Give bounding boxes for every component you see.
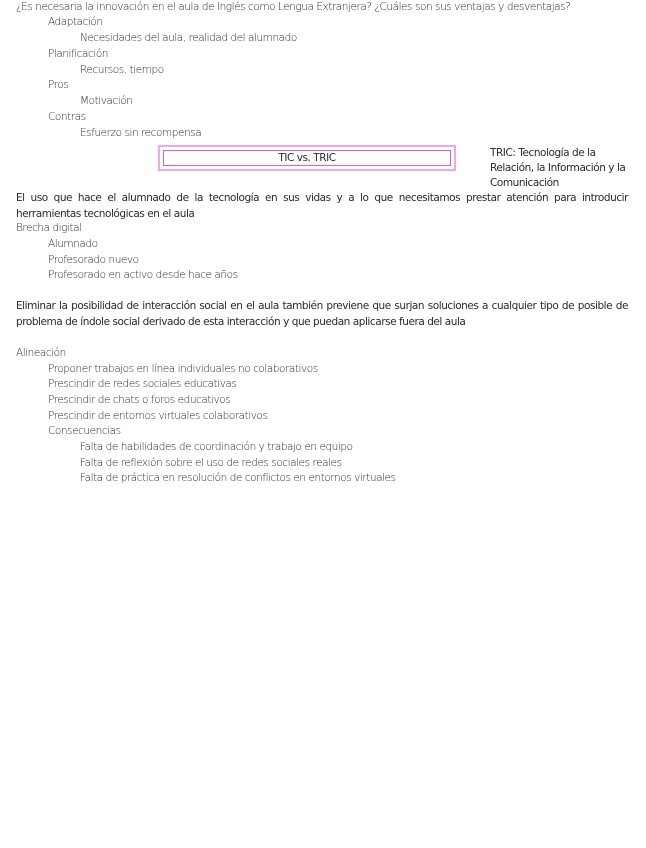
outline-item-alineacion: Alineación [16,347,66,359]
outline-item-alumnado: Alumnado [48,238,98,250]
outline-item-profesorado-nuevo: Profesorado nuevo [48,254,139,266]
paragraph-social-interaction: Eliminar la posibilidad de interacción social en el aula también previene que surjan soluciones a cualquier tipo de posible de problema de índole social derivado de esta interacción y que puedan aplicarse fuera del aula [16,300,628,328]
outline-item-motivacion: Motivación [80,95,133,107]
outline-item-sin-entornos-virtuales: Prescindir de entornos virtuales colaborativos [48,410,268,422]
outline-item-necesidades: Necesidades del aula, realidad del alumnado [80,32,297,44]
outline-item-brecha-digital: Brecha digital [16,222,82,234]
outline-item-recursos: Recursos, tiempo [80,64,164,76]
outline-item-adaptacion: Adaptación [48,16,103,28]
tric-definition-note: TRIC: Tecnología de la Relación, la Información y la Comunicación [490,147,626,189]
outline-item-planificacion: Planificación [48,48,108,60]
tic-vs-tric-box [158,145,456,171]
outline-item-pros: Pros [48,79,69,91]
outline-item-contras: Contras [48,111,86,123]
outline-item-sin-redes-sociales: Prescindir de redes sociales educativas [48,378,237,390]
outline-item-esfuerzo: Esfuerzo sin recompensa [80,127,202,139]
outline-item-falta-coordinacion: Falta de habilidades de coordinación y trabajo en equipo [80,441,353,453]
question-heading: ¿Es necesaria la innovación en el aula de Inglés como Lengua Extranjera? ¿Cuáles son sus ventajas y desventajas? [16,1,571,13]
outline-item-falta-reflexion: Falta de reflexión sobre el uso de redes sociales reales [80,457,342,469]
outline-item-sin-chats-foros: Prescindir de chats o foros educativos [48,394,231,406]
outline-item-profesorado-activo: Profesorado en activo desde hace años [48,269,238,281]
outline-item-falta-practica: Falta de práctica en resolución de conflictos en entornos virtuales [80,472,396,484]
tic-vs-tric-label: TIC vs. TRIC [278,152,336,164]
outline-item-consecuencias: Consecuencias [48,425,121,437]
paragraph-technology-use: El uso que hace el alumnado de la tecnología en sus vidas y a lo que necesitamos prestar atención para introducir herramientas tecnológicas en el aula [16,192,628,220]
tic-vs-tric-box-inner [163,150,451,166]
outline-item-trabajos-individuales: Proponer trabajos en línea individuales no colaborativos [48,363,318,375]
